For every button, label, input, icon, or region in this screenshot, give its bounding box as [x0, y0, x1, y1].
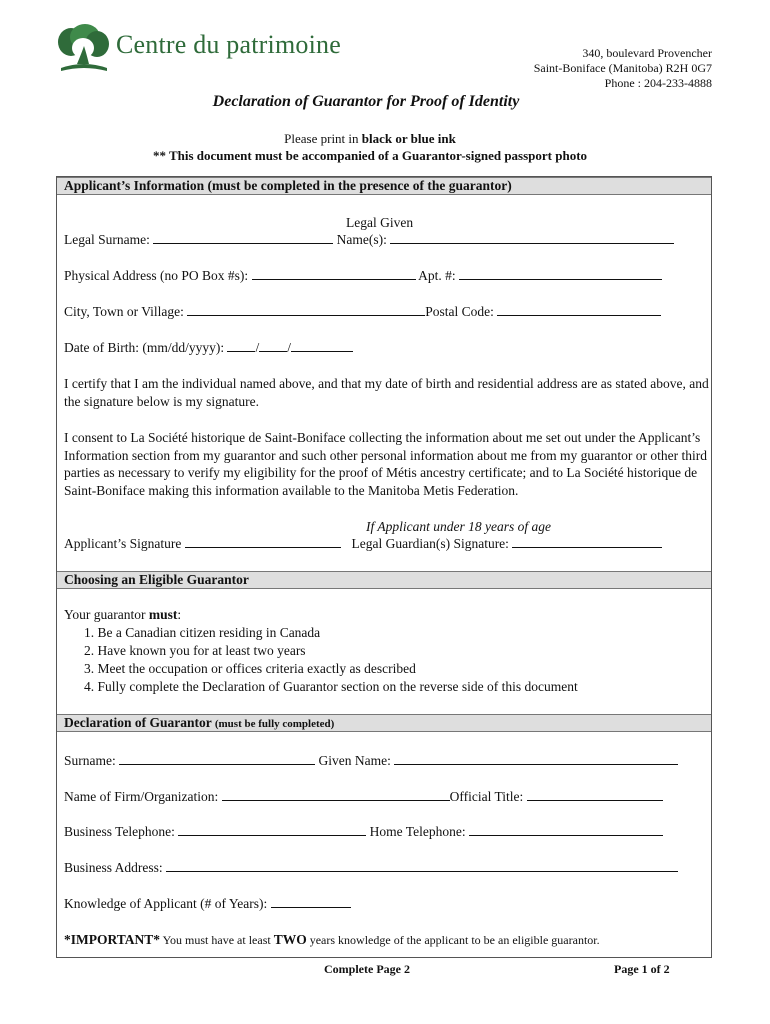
knowledge-years-field[interactable] — [271, 895, 351, 908]
knowledge-label: Knowledge of Applicant (# of Years): — [64, 896, 268, 911]
important-text-end: years knowledge of the applicant to be an eligible guarantor. — [306, 933, 600, 947]
physical-address-field[interactable] — [252, 267, 416, 280]
list-item-text: Have known you for at least two years — [97, 643, 306, 658]
org-address — [534, 46, 712, 91]
applicant-section-title: Applicant’s Information (must be completed in the presence of the guarantor) — [64, 178, 512, 193]
telephone-row — [64, 823, 663, 840]
guarantor-section-title — [64, 715, 334, 732]
city-label: City, Town or Village: — [64, 304, 184, 319]
legal-given-label-top: Legal Given — [346, 215, 414, 230]
address-line-2: Saint-Boniface (Manitoba) R2H 0G7 — [533, 61, 712, 75]
important-note — [64, 931, 600, 949]
legal-surname-label: Legal Surname: — [64, 232, 150, 247]
important-emphasis: TWO — [273, 932, 307, 947]
date-of-birth-label: Date of Birth: (mm/dd/yyyy): — [64, 340, 225, 355]
apt-label: Apt. #: — [418, 268, 456, 283]
home-telephone-field[interactable] — [469, 823, 663, 836]
list-item-number: 3. — [84, 661, 95, 676]
list-item-text: Be a Canadian citizen residing in Canada — [97, 625, 321, 640]
requirements-intro — [64, 606, 578, 624]
form-frame — [56, 176, 712, 958]
firm-row — [64, 788, 663, 805]
requirements-intro-colon: : — [177, 607, 182, 622]
consent-statement: I consent to La Société historique de Saint-Boniface collecting the information about me set out under the Applicant’s Information section from my guarantor and such other personal information about me from my guarantor or other third parties as necessary to verify my eligibility for the proof of Métis ancestry certificate; and to La Société historique de Saint-Boniface making this information available to the Manitoba Metis Federation. — [64, 430, 707, 498]
business-address-label: Business Address: — [64, 860, 163, 875]
instructions-ink-color: black or blue ink — [361, 131, 456, 146]
choosing-section-title: Choosing an Eligible Guarantor — [64, 572, 249, 587]
certify-statement: I certify that I am the individual named above, and that my date of birth and residential address are as stated above, and the signature below is my signature. — [64, 376, 709, 409]
legal-given-names-label: Name(s): — [336, 232, 387, 247]
list-item — [64, 642, 578, 660]
important-label: *IMPORTANT* — [64, 932, 161, 947]
dob-day-field[interactable] — [259, 339, 287, 352]
list-item-text: Fully complete the Declaration of Guarantor section on the reverse side of this document — [97, 679, 578, 694]
postal-code-field[interactable] — [497, 303, 661, 316]
list-item — [64, 624, 578, 642]
dob-separator: / — [287, 340, 292, 355]
apt-field[interactable] — [459, 267, 662, 280]
page-number: Page 1 of 2 — [614, 962, 670, 976]
city-field[interactable] — [187, 303, 425, 316]
list-item-number: 4. — [84, 679, 95, 694]
guarantor-given-name-label: Given Name: — [318, 753, 391, 768]
tree-icon — [55, 24, 113, 76]
phone-number: Phone : 204-233-4888 — [604, 76, 712, 90]
postal-code-label: Postal Code: — [425, 304, 494, 319]
instructions-line1-text: Please print in — [284, 131, 362, 146]
address-line-1: 340, boulevard Provencher — [582, 46, 712, 60]
applicant-signature-field[interactable] — [185, 535, 341, 548]
official-title-field[interactable] — [527, 788, 663, 801]
list-item-number: 1. — [84, 625, 95, 640]
instructions — [0, 130, 740, 164]
business-address-row — [64, 859, 678, 876]
requirements-intro-text: Your guarantor — [64, 607, 149, 622]
complete-page-2: Complete Page 2 — [324, 962, 410, 976]
signature-row — [64, 535, 662, 552]
physical-address-row — [64, 267, 662, 284]
official-title-label: Official Title: — [449, 789, 524, 804]
instructions-photo-note: ** This document must be accompanied of a Guarantor-signed passport photo — [152, 148, 588, 163]
list-item — [64, 660, 578, 678]
home-telephone-label: Home Telephone: — [369, 824, 466, 839]
guarantor-given-name-field[interactable] — [394, 752, 678, 765]
firm-field[interactable] — [222, 788, 450, 801]
important-text: You must have at least — [160, 933, 274, 947]
guarantor-name-row — [64, 752, 678, 769]
list-item-text: Meet the occupation or offices criteria exactly as described — [97, 661, 416, 676]
business-telephone-label: Business Telephone: — [64, 824, 175, 839]
list-item-number: 2. — [84, 643, 95, 658]
org-name: Centre du patrimoine — [116, 30, 341, 59]
legal-surname-row — [64, 231, 674, 248]
guarantor-surname-field[interactable] — [119, 752, 315, 765]
guardian-signature-field[interactable] — [512, 535, 662, 548]
knowledge-row — [64, 895, 351, 912]
dob-year-field[interactable] — [291, 339, 353, 352]
physical-address-label: Physical Address (no PO Box #s): — [64, 268, 249, 283]
legal-surname-field[interactable] — [153, 231, 333, 244]
business-telephone-field[interactable] — [178, 823, 366, 836]
guarantor-requirements — [64, 606, 578, 696]
firm-label: Name of Firm/Organization: — [64, 789, 219, 804]
legal-given-names-field[interactable] — [390, 231, 674, 244]
guarantor-surname-label: Surname: — [64, 753, 116, 768]
applicant-signature-label: Applicant’s Signature — [64, 536, 182, 551]
dob-separator: / — [255, 340, 260, 355]
list-item — [64, 678, 578, 696]
date-of-birth-row — [64, 339, 353, 356]
minor-note: If Applicant under 18 years of age — [366, 519, 551, 534]
business-address-field[interactable] — [166, 859, 678, 872]
guarantor-section-heading: Declaration of Guarantor — [64, 715, 212, 730]
guardian-signature-label: Legal Guardian(s) Signature: — [351, 536, 509, 551]
city-row — [64, 303, 661, 320]
dob-month-field[interactable] — [227, 339, 255, 352]
guarantor-section-note: (must be fully completed) — [214, 718, 335, 730]
requirements-intro-emphasis: must — [148, 607, 178, 622]
document-title: Declaration of Guarantor for Proof of Identity — [212, 93, 520, 110]
